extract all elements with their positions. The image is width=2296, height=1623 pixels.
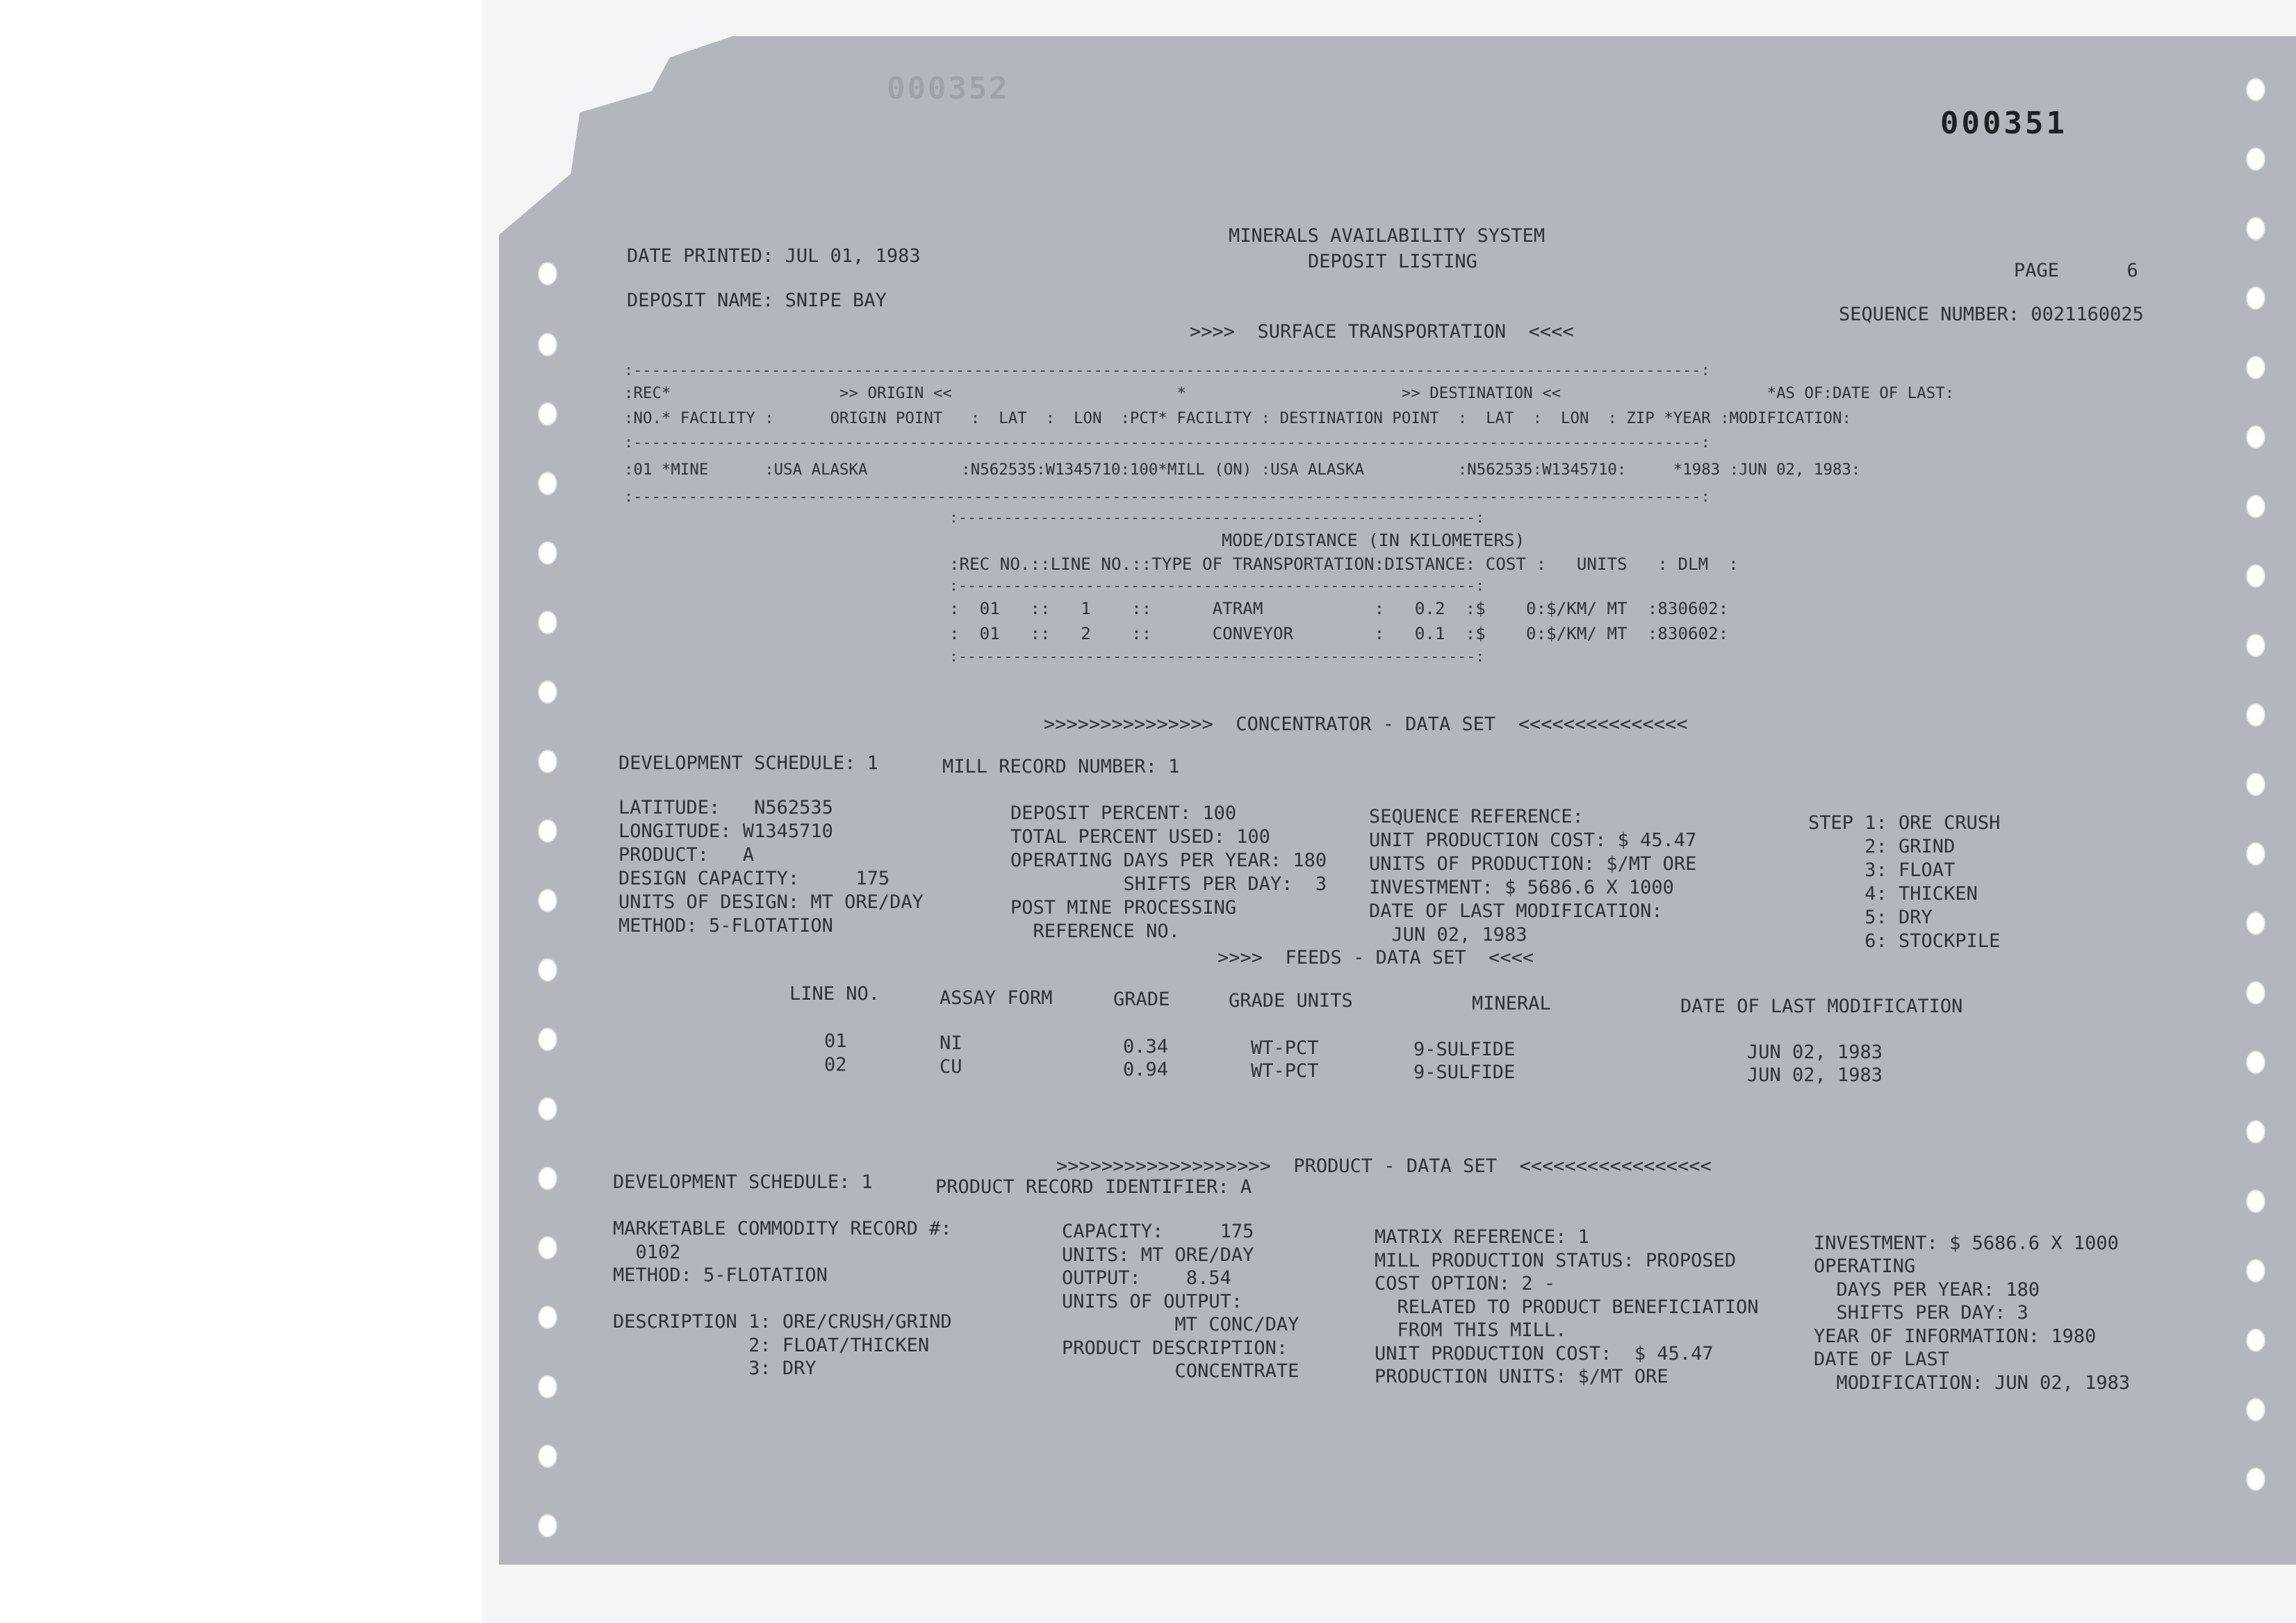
table-header-row: :NO.* FACILITY : ORIGIN POINT : LAT : LON :PCT* FACILITY : DESTINATION POINT : LAT : LON : ZIP *YEAR :MODIFICATION: xyxy=(624,409,1851,427)
field-line: CONCENTRATE xyxy=(1062,1360,1299,1382)
step-line: 2: GRIND xyxy=(1808,836,1955,857)
step-line: STEP 1: ORE CRUSH xyxy=(1808,812,2001,834)
field-line: PRODUCT: A xyxy=(618,844,755,866)
column-header: MINERAL xyxy=(1472,993,1551,1014)
column-header: GRADE xyxy=(1113,989,1170,1010)
development-schedule: DEVELOPMENT SCHEDULE: 1 xyxy=(618,752,878,774)
table-header-row: :REC NO.::LINE NO.::TYPE OF TRANSPORTATION:DISTANCE: COST : UNITS : DLM : xyxy=(949,554,1739,574)
table-rule: :--------------------------------------------------------------------------------------------------------------------: xyxy=(624,434,1710,452)
feed-hole xyxy=(538,1305,557,1329)
feed-hole xyxy=(538,1236,557,1260)
feed-hole xyxy=(538,402,557,426)
field-line: UNITS: MT ORE/DAY xyxy=(1062,1244,1254,1266)
section-title: >>>> SURFACE TRANSPORTATION <<<< xyxy=(1190,321,1574,343)
feed-hole xyxy=(2246,78,2265,101)
field-line: PRODUCT DESCRIPTION: xyxy=(1062,1337,1288,1359)
section-title: >>>>>>>>>>>>>>>>>>> PRODUCT - DATA SET <<<<<<<<<<<<<<<<< xyxy=(1056,1155,1712,1177)
feed-hole xyxy=(2246,1051,2265,1074)
field-line: MT CONC/DAY xyxy=(1062,1314,1299,1335)
column-header: GRADE UNITS xyxy=(1229,990,1353,1012)
field-line: LATITUDE: N562535 xyxy=(618,797,833,818)
column-header: DATE OF LAST MODIFICATION xyxy=(1680,996,1963,1017)
feed-hole xyxy=(538,1375,557,1399)
field-line: POST MINE PROCESSING xyxy=(1010,897,1237,918)
feed-hole xyxy=(2246,1259,2265,1283)
assay-form-cell: CU xyxy=(940,1056,962,1078)
feed-hole xyxy=(538,1444,557,1468)
grade-units-cell: WT-PCT xyxy=(1251,1037,1319,1059)
mineral-cell: 9-SULFIDE xyxy=(1413,1039,1516,1060)
field-line: 2: FLOAT/THICKEN xyxy=(613,1335,930,1356)
feed-hole xyxy=(2246,495,2265,518)
field-line: COST OPTION: 2 - xyxy=(1375,1273,1556,1294)
feed-hole xyxy=(538,819,557,843)
feed-hole xyxy=(538,1028,557,1051)
grade-cell: 0.94 xyxy=(1123,1059,1169,1080)
field-line: JUN 02, 1983 xyxy=(1369,924,1527,946)
field-line: SHIFTS PER DAY: 3 xyxy=(1814,1302,2028,1324)
table-rule: :---------------------------------------------------------: xyxy=(949,509,1485,527)
feed-hole xyxy=(538,1097,557,1121)
line-no-cell: 02 xyxy=(824,1054,847,1076)
feed-hole xyxy=(2246,634,2265,657)
feed-hole xyxy=(538,1167,557,1190)
mineral-cell: 9-SULFIDE xyxy=(1413,1062,1516,1083)
feed-hole xyxy=(2246,981,2265,1005)
table-rule: :---------------------------------------------------------: xyxy=(949,577,1485,595)
feed-hole xyxy=(2246,286,2265,310)
step-line: 3: FLOAT xyxy=(1808,859,1955,881)
feed-hole xyxy=(538,750,557,773)
step-line: 6: STOCKPILE xyxy=(1808,930,2001,952)
table-row: :01 *MINE :USA ALASKA :N562535:W1345710:100*MILL (ON) :USA ALASKA :N562535:W1345710: *1983 :JUN 02, 1983: xyxy=(624,461,1861,479)
column-header: ASSAY FORM xyxy=(940,987,1053,1009)
step-line: 5: DRY xyxy=(1808,907,1933,928)
deposit-name: DEPOSIT NAME: SNIPE BAY xyxy=(627,290,887,311)
feed-hole xyxy=(2246,217,2265,240)
field-line: METHOD: 5-FLOTATION xyxy=(613,1264,828,1286)
date-printed: DATE PRINTED: JUL 01, 1983 xyxy=(627,245,921,267)
table-row: : 01 :: 2 :: CONVEYOR : 0.1 :$ 0:$/KM/ MT :830602: xyxy=(949,624,1729,643)
field-line: INVESTMENT: $ 5686.6 X 1000 xyxy=(1369,877,1674,898)
field-line: MILL PRODUCTION STATUS: PROPOSED xyxy=(1375,1250,1737,1271)
document-number: 000351 xyxy=(1940,106,2067,141)
feed-hole xyxy=(538,262,557,286)
feed-hole xyxy=(538,333,557,356)
feed-hole xyxy=(2246,842,2265,866)
field-line: UNITS OF DESIGN: MT ORE/DAY xyxy=(618,891,924,913)
field-line: OUTPUT: 8.54 xyxy=(1062,1267,1231,1289)
field-line: DESCRIPTION 1: ORE/CRUSH/GRIND xyxy=(613,1311,952,1333)
feed-hole xyxy=(538,472,557,495)
field-line: DESIGN CAPACITY: 175 xyxy=(618,868,890,889)
field-line: DATE OF LAST MODIFICATION: xyxy=(1369,900,1663,922)
field-line: MATRIX REFERENCE: 1 xyxy=(1375,1226,1589,1248)
step-line: 4: THICKEN xyxy=(1808,883,1978,905)
field-line: SHIFTS PER DAY: 3 xyxy=(1010,873,1327,895)
field-line: OPERATING xyxy=(1814,1255,1916,1277)
table-rule: :---------------------------------------------------------: xyxy=(949,648,1485,666)
feed-hole xyxy=(538,680,557,704)
date-cell: JUN 02, 1983 xyxy=(1747,1041,1883,1063)
field-line: UNIT PRODUCTION COST: $ 45.47 xyxy=(1369,830,1697,851)
field-line: UNIT PRODUCTION COST: $ 45.47 xyxy=(1375,1343,1714,1365)
feed-hole xyxy=(2246,703,2265,727)
assay-form-cell: NI xyxy=(940,1032,962,1054)
feed-hole xyxy=(2246,147,2265,171)
field-line: FROM THIS MILL. xyxy=(1375,1319,1567,1341)
field-line: OPERATING DAYS PER YEAR: 180 xyxy=(1010,850,1327,871)
field-line: MARKETABLE COMMODITY RECORD #: xyxy=(613,1218,952,1239)
ghost-page-number: 000352 xyxy=(887,71,1010,106)
table-row: : 01 :: 1 :: ATRAM : 0.2 :$ 0:$/KM/ MT :830602: xyxy=(949,599,1729,618)
listing-title: DEPOSIT LISTING xyxy=(1308,251,1477,272)
page-number: PAGE 6 xyxy=(2014,260,2138,281)
feed-hole xyxy=(2246,773,2265,796)
feed-hole xyxy=(2246,1189,2265,1213)
product-record-identifier: PRODUCT RECORD IDENTIFIER: A xyxy=(935,1176,1252,1198)
field-line: METHOD: 5-FLOTATION xyxy=(618,915,833,937)
field-line: UNITS OF OUTPUT: xyxy=(1062,1291,1243,1312)
system-title: MINERALS AVAILABILITY SYSTEM xyxy=(1229,225,1545,247)
table-rule: :--------------------------------------------------------------------------------------------------------------------: xyxy=(624,362,1710,379)
feed-hole xyxy=(538,541,557,565)
field-line: INVESTMENT: $ 5686.6 X 1000 xyxy=(1814,1233,2119,1254)
table-header-row: :REC* >> ORIGIN << * >> DESTINATION << *AS OF:DATE OF LAST: xyxy=(624,384,1955,402)
field-line: DATE OF LAST xyxy=(1814,1349,1950,1370)
field-line: DAYS PER YEAR: 180 xyxy=(1814,1279,2040,1301)
field-line: YEAR OF INFORMATION: 1980 xyxy=(1814,1326,2097,1347)
mill-record-number: MILL RECORD NUMBER: 1 xyxy=(942,756,1180,777)
grade-units-cell: WT-PCT xyxy=(1251,1060,1319,1082)
field-line: 3: DRY xyxy=(613,1358,817,1379)
feed-hole xyxy=(2246,1120,2265,1144)
table-rule: :--------------------------------------------------------------------------------------------------------------------: xyxy=(624,488,1710,506)
feed-hole xyxy=(538,889,557,912)
grade-cell: 0.34 xyxy=(1123,1036,1169,1057)
feed-hole xyxy=(2246,425,2265,449)
field-line: 0102 xyxy=(613,1242,681,1263)
field-line: TOTAL PERCENT USED: 100 xyxy=(1010,826,1270,848)
field-line: SEQUENCE REFERENCE: xyxy=(1369,806,1584,827)
field-line: RELATED TO PRODUCT BENEFICIATION xyxy=(1375,1296,1759,1318)
date-cell: JUN 02, 1983 xyxy=(1747,1064,1883,1086)
field-line: MODIFICATION: JUN 02, 1983 xyxy=(1814,1372,2131,1394)
development-schedule: DEVELOPMENT SCHEDULE: 1 xyxy=(613,1171,873,1193)
table-title: MODE/DISTANCE (IN KILOMETERS) xyxy=(1222,530,1525,550)
section-title: >>>>>>>>>>>>>>> CONCENTRATOR - DATA SET <<<<<<<<<<<<<<< xyxy=(1044,714,1688,735)
feed-hole xyxy=(538,1514,557,1538)
field-line: REFERENCE NO. xyxy=(1010,921,1180,942)
field-line: CAPACITY: 175 xyxy=(1062,1221,1254,1242)
column-header: LINE NO. xyxy=(789,983,880,1005)
feed-hole xyxy=(2246,1398,2265,1422)
feed-hole xyxy=(2246,912,2265,935)
field-line: DEPOSIT PERCENT: 100 xyxy=(1010,802,1237,824)
field-line: LONGITUDE: W1345710 xyxy=(618,821,833,842)
feed-hole xyxy=(2246,356,2265,379)
feed-hole xyxy=(2246,564,2265,588)
field-line: PRODUCTION UNITS: $/MT ORE xyxy=(1375,1366,1668,1387)
feed-hole xyxy=(538,958,557,982)
line-no-cell: 01 xyxy=(824,1030,847,1052)
feed-hole xyxy=(2246,1328,2265,1352)
sequence-number: SEQUENCE NUMBER: 0021160025 xyxy=(1839,304,2144,325)
section-title: >>>> FEEDS - DATA SET <<<< xyxy=(1217,947,1534,969)
field-line: UNITS OF PRODUCTION: $/MT ORE xyxy=(1369,853,1697,875)
feed-hole xyxy=(2246,1467,2265,1491)
feed-hole xyxy=(538,611,557,634)
